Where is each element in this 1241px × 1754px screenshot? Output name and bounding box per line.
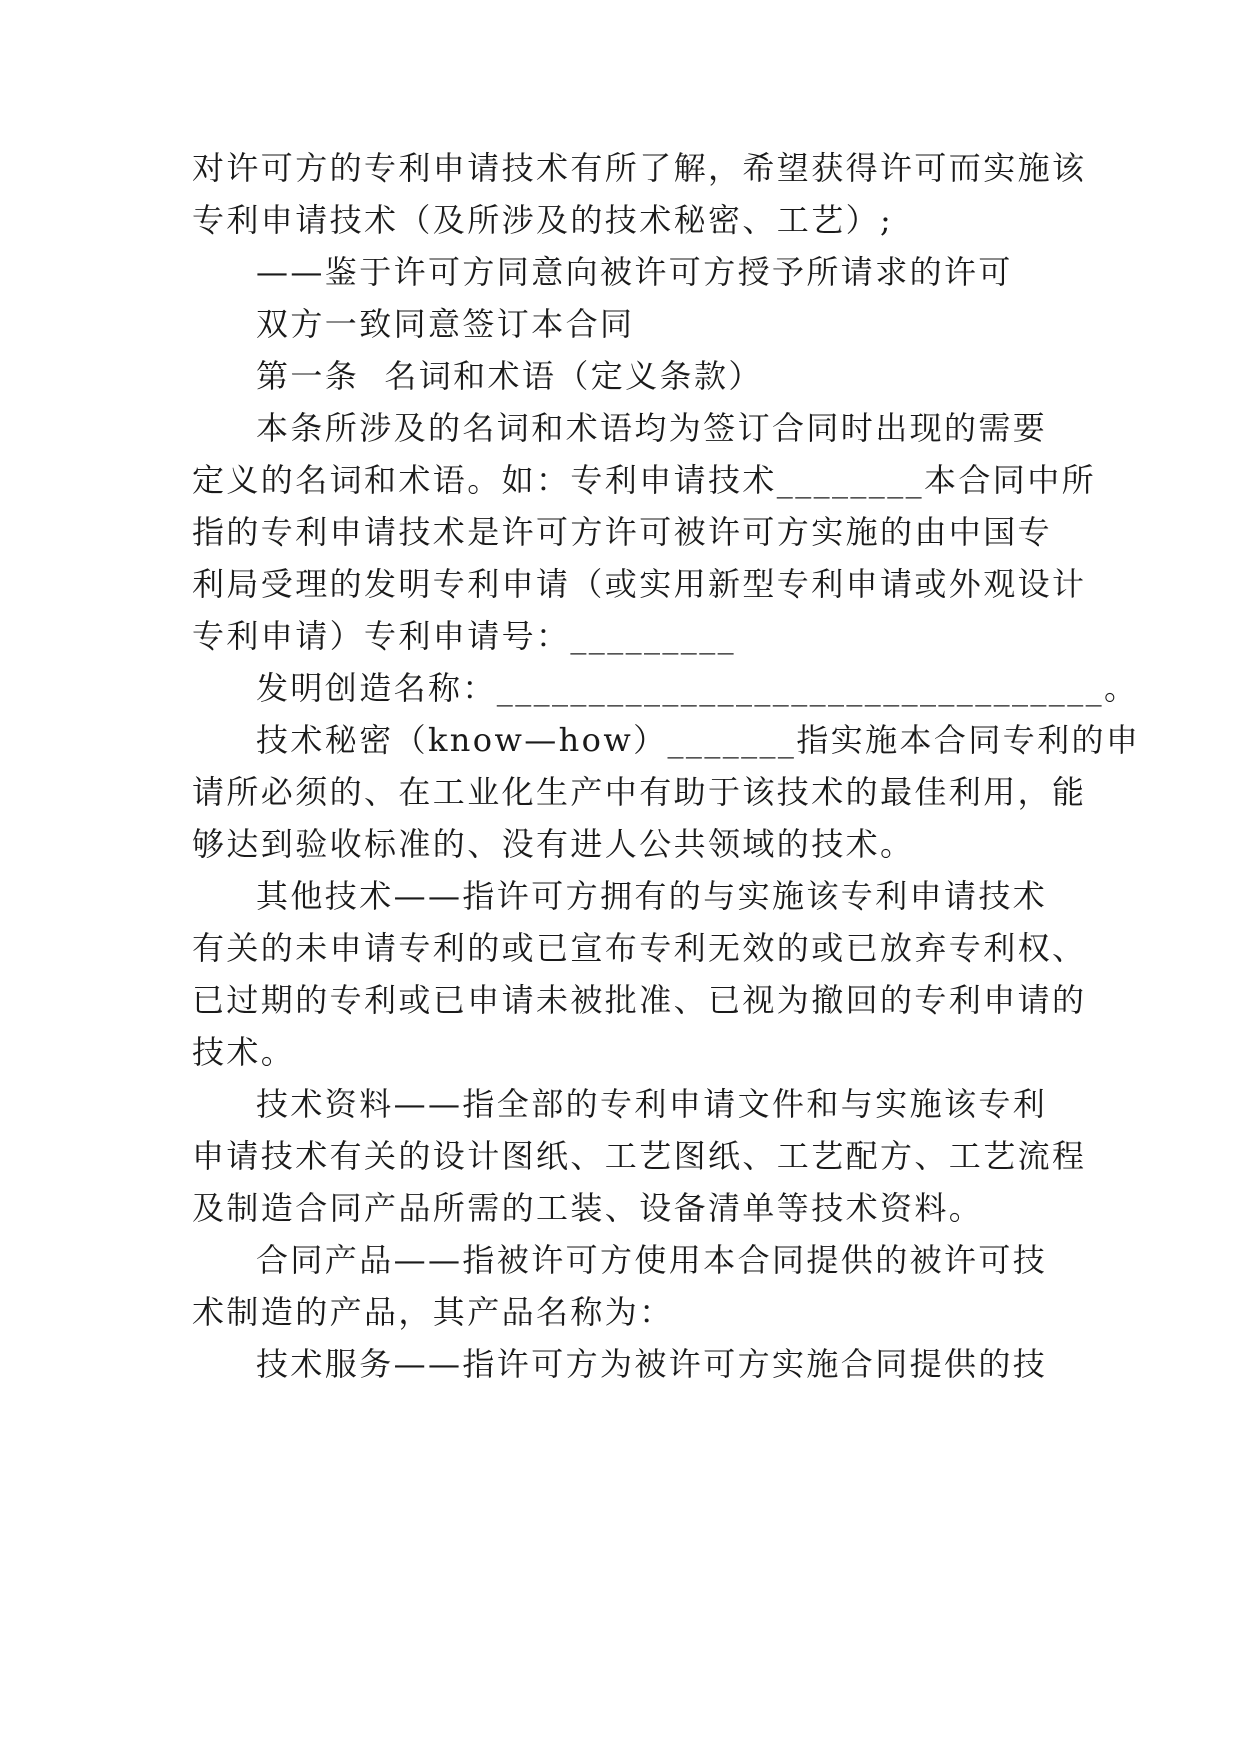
text-line: 技术。: [192, 1033, 296, 1071]
text-line: 对许可方的专利申请技术有所了解，希望获得许可而实施该: [192, 149, 1087, 187]
text-line: 及制造合同产品所需的工装、设备清单等技术资料。: [192, 1189, 984, 1227]
text-line: 定义的名词和术语。如：专利申请技术________本合同中所: [192, 461, 1097, 499]
text-line: 技术资料——指全部的专利申请文件和与实施该专利: [256, 1085, 1048, 1123]
text-line: 技术秘密（know—how）_______指实施本合同专利的申: [256, 721, 1141, 759]
section-heading: 第一条 名词和术语（定义条款）: [256, 357, 763, 395]
text-line: 够达到验收标准的、没有进人公共领域的技术。: [192, 825, 915, 863]
text-line: 技术服务——指许可方为被许可方实施合同提供的技: [256, 1345, 1048, 1383]
text-line: 有关的未申请专利的或已宣布专利无效的或已放弃专利权、: [192, 929, 1087, 967]
text-line: ——鉴于许可方同意向被许可方授予所请求的许可: [256, 253, 1013, 291]
text-line: 术制造的产品，其产品名称为：: [192, 1293, 674, 1331]
text-line: 双方一致同意签订本合同: [256, 305, 635, 343]
text-line: 利局受理的发明专利申请（或实用新型专利申请或外观设计: [192, 565, 1087, 603]
text-line: 专利申请）专利申请号：_________: [192, 617, 737, 655]
text-line: 申请技术有关的设计图纸、工艺图纸、工艺配方、工艺流程: [192, 1137, 1087, 1175]
text-line: 本条所涉及的名词和术语均为签订合同时出现的需要: [256, 409, 1048, 447]
text-line: 其他技术——指许可方拥有的与实施该专利申请技术: [256, 877, 1048, 915]
text-line: 指的专利申请技术是许可方许可被许可方实施的由中国专: [192, 513, 1053, 551]
text-line: 请所必须的、在工业化生产中有助于该技术的最佳利用，能: [192, 773, 1087, 811]
text-line: 合同产品——指被许可方使用本合同提供的被许可技: [256, 1241, 1048, 1279]
text-line: 已过期的专利或已申请未被批准、已视为撤回的专利申请的: [192, 981, 1087, 1019]
text-line: 专利申请技术（及所涉及的技术秘密、工艺）;: [192, 201, 894, 239]
text-line: 发明创造名称：_________________________________。: [256, 669, 1139, 707]
